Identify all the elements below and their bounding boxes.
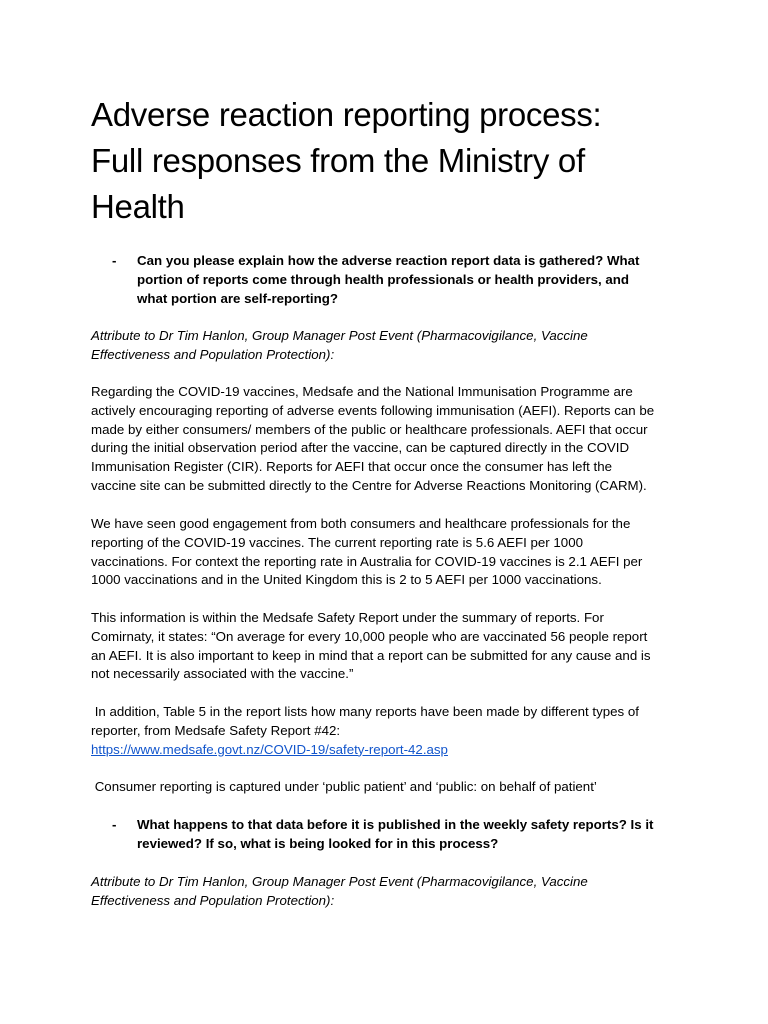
paragraph-line: Comirnaty, it states: “On average for every 10,000 people who are vaccinated 56 people report	[91, 628, 648, 644]
safety-report-link[interactable]: https://www.medsafe.govt.nz/COVID-19/safety-report-42.asp	[91, 741, 448, 757]
question-line: what portion are self-reporting?	[137, 290, 338, 306]
title-line: Health	[91, 188, 185, 225]
bullet-dash: -	[112, 253, 117, 268]
attribution-1	[91, 327, 691, 365]
question-1-text	[137, 252, 677, 308]
attribution-line: Effectiveness and Population Protection):	[91, 346, 335, 362]
paragraph-line: 1000 vaccinations and in the United Kingdom this is 2 to 5 AEFI per 1000 vaccinations.	[91, 572, 602, 588]
paragraph-line: made by either consumers/ members of the public or healthcare professionals. AEFI that occur	[91, 421, 648, 437]
paragraph-3	[91, 609, 691, 684]
paragraph-line: reporting of the COVID-19 vaccines. The current reporting rate is 5.6 AEFI per 1000	[91, 534, 583, 550]
attribution-line: Effectiveness and Population Protection):	[91, 892, 335, 908]
paragraph-2	[91, 515, 691, 590]
paragraph-line: actively encouraging reporting of adverse events following immunisation (AEFI). Reports can be	[91, 402, 655, 418]
question-line: What happens to that data before it is published in the weekly safety reports? Is it	[137, 817, 654, 832]
paragraph-5	[91, 778, 691, 797]
paragraph-line: during the initial observation period after the vaccine, can be captured directly in the COVID	[91, 440, 630, 456]
question-line: portion of reports come through health professionals or health providers, and	[137, 271, 630, 287]
paragraph-line: an AEFI. It is also important to keep in mind that a report can be submitted for any cause and is	[91, 647, 651, 663]
paragraph-4	[91, 703, 691, 759]
paragraph-line: This information is within the Medsafe Safety Report under the summary of reports. For	[91, 610, 604, 625]
paragraph-line: not necessarily associated with the vaccine.”	[91, 666, 354, 682]
paragraph-line: In addition, Table 5 in the report lists how many reports have been made by different types of	[91, 704, 639, 719]
paragraph-line: Regarding the COVID-19 vaccines, Medsafe and the National Immunisation Programme are	[91, 384, 633, 399]
page-title	[91, 92, 691, 230]
attribution-line: Attribute to Dr Tim Hanlon, Group Manager Post Event (Pharmacovigilance, Vaccine	[91, 874, 588, 889]
question-line: reviewed? If so, what is being looked for in this process?	[137, 835, 499, 851]
title-line: Full responses from the Ministry of	[91, 142, 585, 179]
paragraph-line: Consumer reporting is captured under ‘public patient’ and ‘public: on behalf of patient’	[91, 779, 597, 794]
paragraph-line: vaccinations. For context the reporting rate in Australia for COVID-19 vaccines is 2.1 AEFI per	[91, 553, 643, 569]
attribution-line: Attribute to Dr Tim Hanlon, Group Manager Post Event (Pharmacovigilance, Vaccine	[91, 328, 588, 343]
question-2-text	[137, 816, 677, 854]
question-line: Can you please explain how the adverse reaction report data is gathered? What	[137, 253, 640, 268]
paragraph-1	[91, 383, 691, 496]
bullet-dash: -	[112, 817, 117, 832]
attribution-2	[91, 873, 691, 911]
title-line: Adverse reaction reporting process:	[91, 96, 602, 133]
paragraph-line: Immunisation Register (CIR). Reports for AEFI that occur once the consumer has left the	[91, 459, 613, 475]
paragraph-line: vaccine site can be submitted directly to the Centre for Adverse Reactions Monitoring (CARM).	[91, 477, 647, 493]
paragraph-line: reporter, from Medsafe Safety Report #42:	[91, 722, 341, 738]
paragraph-line: We have seen good engagement from both consumers and healthcare professionals for the	[91, 516, 631, 531]
